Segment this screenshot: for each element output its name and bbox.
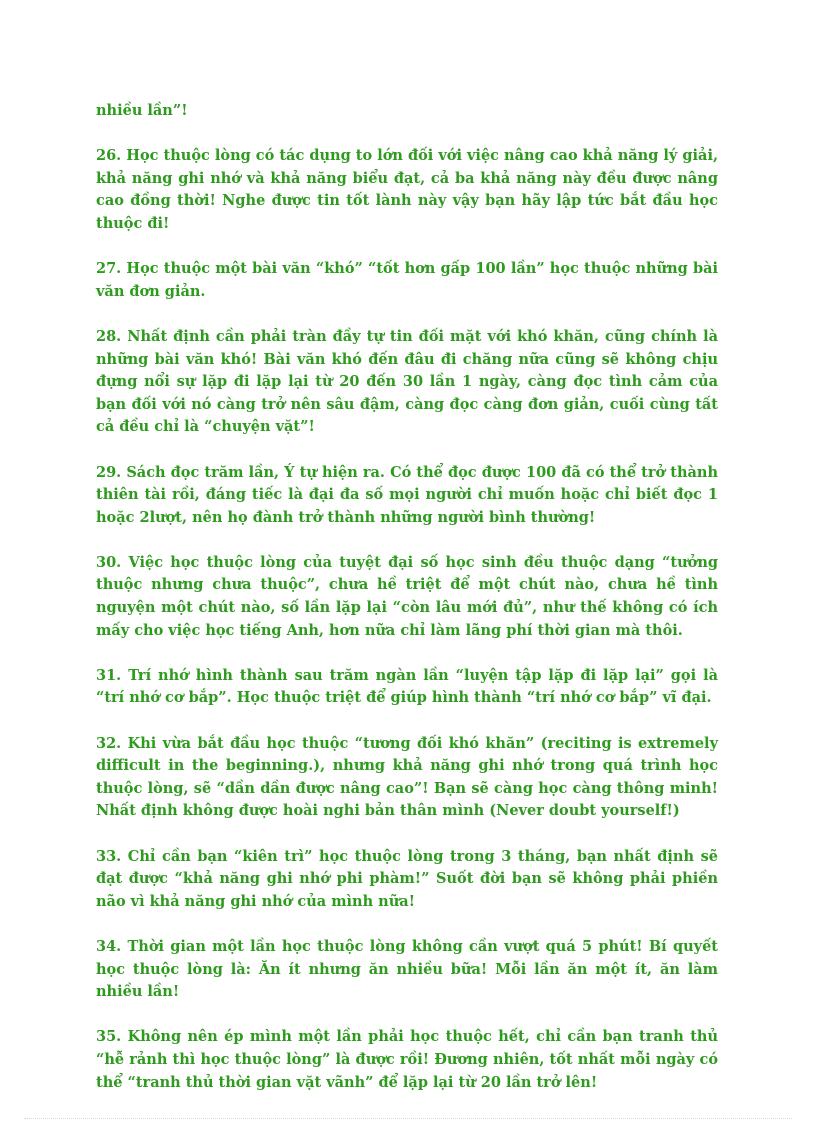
paragraph-31: 31. Trí nhớ hình thành sau trăm ngàn lần “luyện tập lặp đi lặp lại” gọi là “trí nhớ cơ bắp”. Học thuộc triệt để giúp hình thành “trí nhớ cơ bắp” vĩ đại. [96, 666, 718, 707]
paragraph-continuation: nhiều lần”! [96, 102, 188, 119]
paragraph-27: 27. Học thuộc một bài văn “khó” “tốt hơn gấp 100 lần” học thuộc những bài văn đơn giản. [96, 260, 718, 300]
page-bottom-divider [24, 1118, 792, 1119]
paragraph-34: 34. Thời gian một lần học thuộc lòng không cần vượt quá 5 phút! Bí quyết học thuộc lòng là: Ăn ít nhưng ăn nhiều bữa! Mỗi lần ăn một ít, ăn làm nhiều lần! [96, 937, 718, 1001]
paragraph-35: 35. Không nên ép mình một lần phải học thuộc hết, chỉ cần bạn tranh thủ “hễ rảnh thì học thuộc lòng” là được rồi! Đương nhiên, tốt nhất mỗi ngày có thể “tranh thủ thời gian vặt vãnh” để lặp lại từ 20 lần trở lên! [96, 1028, 718, 1091]
paragraph-32: 32. Khi vừa bắt đầu học thuộc “tương đối khó khăn” (reciting is extremely difficult in the beginning.), nhưng khả năng ghi nhớ trong quá trình học thuộc lòng, sẽ “dần dần được nâng cao”! Bạn sẽ càng học càng thông minh! Nhất định không được hoài nghi bản thân mình (Never doubt yourself!) [96, 734, 718, 820]
paragraph-28: 28. Nhất định cần phải tràn đầy tự tin đối mặt với khó khăn, cũng chính là những bài văn khó! Bài văn khó đến đâu đi chăng nữa cũng sẽ không chịu đựng nổi sự lặp đi lặp lại từ 20 đến 30 lần 1 ngày, càng đọc tình cảm của bạn đối với nó càng trở nên sâu đậm, càng đọc càng đơn giản, cuối cùng tất cả đều chỉ là “chuyện vặt”! [96, 327, 718, 436]
paragraph-30: 30. Việc học thuộc lòng của tuyệt đại số học sinh đều thuộc dạng “tưởng thuộc nhưng chưa thuộc”, chưa hề triệt để một chút nào, chưa hề tình nguyện một chút nào, số lần lặp lại “còn lâu mới đủ”, như thế không có ích mấy cho việc học tiếng Anh, hơn nữa chỉ làm lãng phí thời gian mà thôi. [96, 553, 718, 639]
document-body [96, 100, 718, 1117]
paragraph-26: 26. Học thuộc lòng có tác dụng to lớn đối với việc nâng cao khả năng lý giải, khả năng ghi nhớ và khả năng biểu đạt, cả ba khả năng này đều được nâng cao đồng thời! Nghe được tin tốt lành này vậy bạn hãy lập tức bắt đầu học thuộc đi! [96, 147, 718, 232]
paragraph-29: 29. Sách đọc trăm lần, Ý tự hiện ra. Có thể đọc được 100 đã có thể trở thành thiên tài rồi, đáng tiếc là đại đa số mọi người chỉ muốn hoặc chỉ biết đọc 1 hoặc 2lượt, nên họ đành trở thành những người bình thường! [96, 463, 718, 526]
paragraph-33: 33. Chỉ cần bạn “kiên trì” học thuộc lòng trong 3 tháng, bạn nhất định sẽ đạt được “khả năng ghi nhớ phi phàm!” Suốt đời bạn sẽ không phải phiền não vì khả năng ghi nhớ của mình nữa! [96, 847, 718, 910]
